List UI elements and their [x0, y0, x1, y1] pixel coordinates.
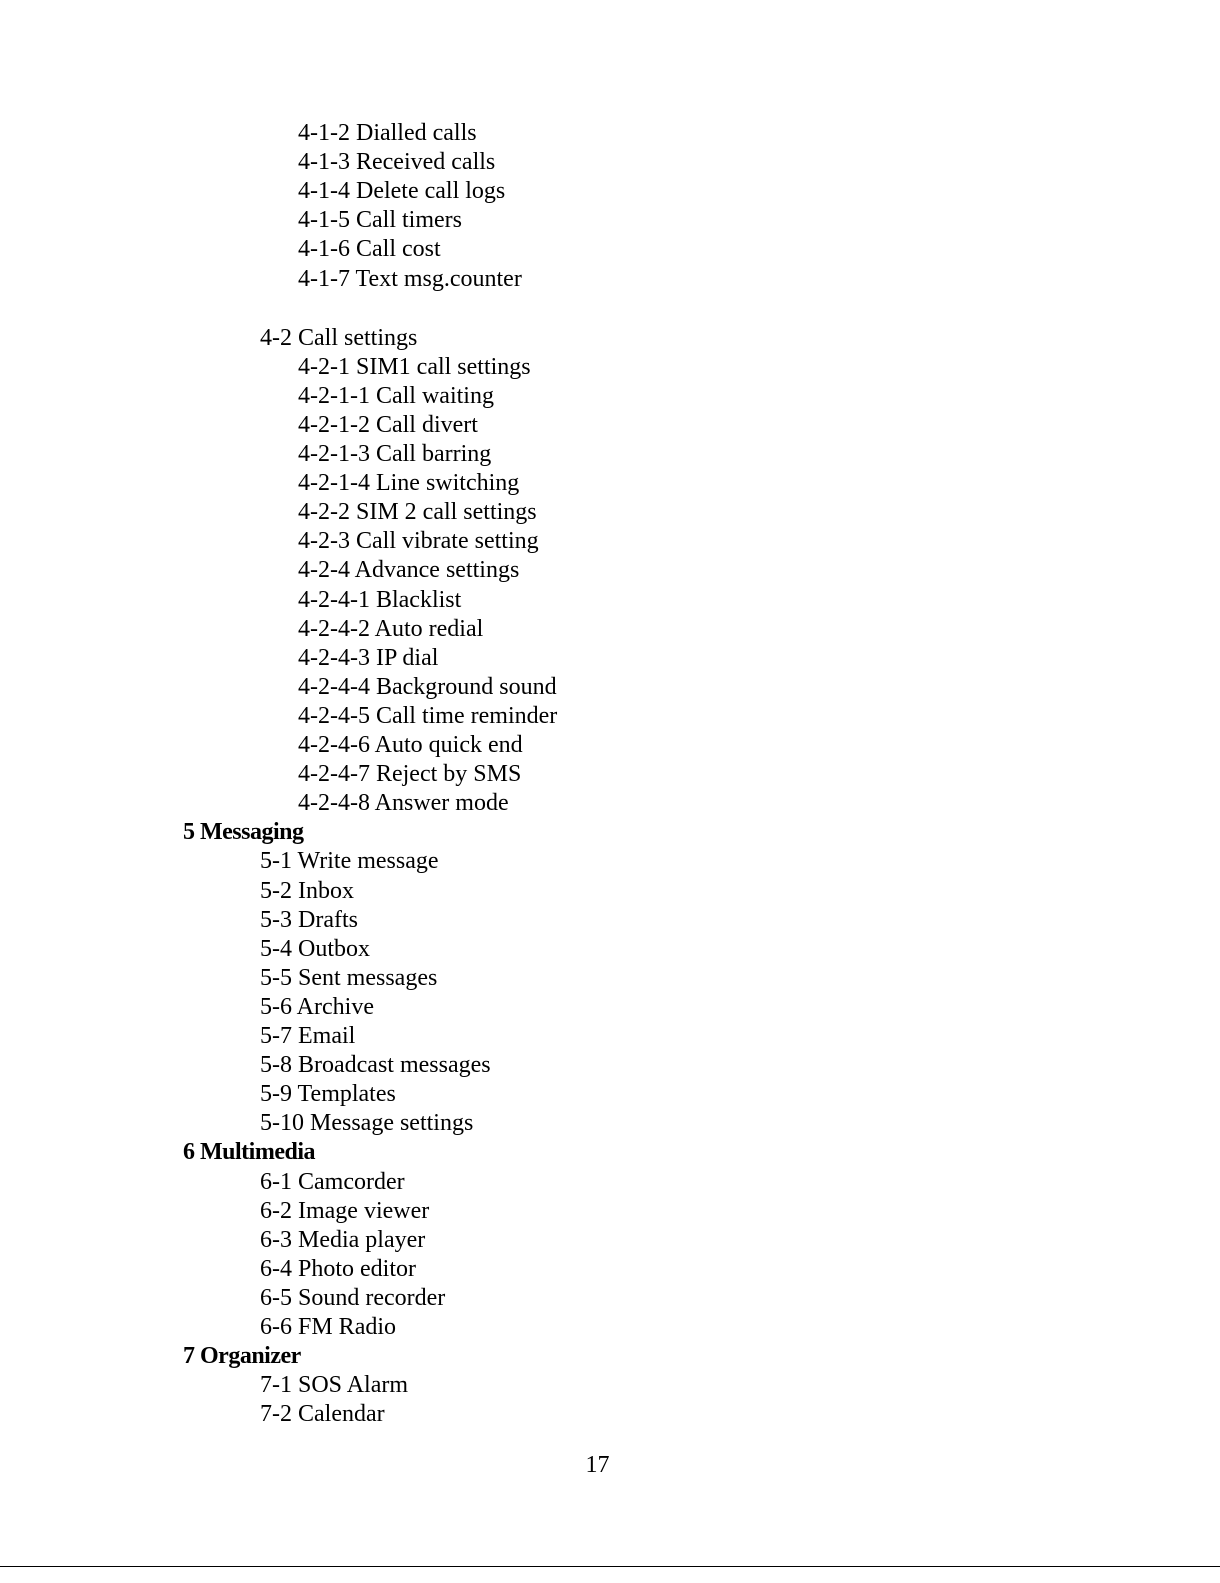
- menu-subitem: 4-2-4-3 IP dial: [298, 645, 439, 671]
- menu-subitem: 4-2-4-8 Answer mode: [298, 790, 509, 816]
- menu-item: 5-2 Inbox: [260, 878, 354, 904]
- menu-subitem: 4-2-4-4 Background sound: [298, 674, 557, 700]
- menu-subitem: 4-2-1-3 Call barring: [298, 441, 492, 467]
- menu-item: 5-3 Drafts: [260, 907, 358, 933]
- menu-subitem: 4-2-2 SIM 2 call settings: [298, 499, 537, 525]
- menu-item: 5-9 Templates: [260, 1081, 396, 1107]
- menu-subitem: 4-2-4 Advance settings: [298, 557, 520, 583]
- menu-subitem: 4-2-4-5 Call time reminder: [298, 703, 558, 729]
- menu-subitem: 4-1-2 Dialled calls: [298, 120, 477, 146]
- menu-item: 6-6 FM Radio: [260, 1314, 397, 1340]
- menu-item: 5-1 Write message: [260, 848, 439, 874]
- menu-subitem: 4-1-6 Call cost: [298, 236, 441, 262]
- menu-item: 5-7 Email: [260, 1023, 356, 1049]
- menu-item: 6-3 Media player: [260, 1227, 426, 1253]
- menu-item: 5-4 Outbox: [260, 936, 370, 962]
- menu-subitem: 4-1-4 Delete call logs: [298, 178, 506, 204]
- menu-section-heading: 7 Organizer: [183, 1343, 301, 1369]
- menu-item: 6-5 Sound recorder: [260, 1285, 446, 1311]
- menu-subitem: 4-1-7 Text msg.counter: [298, 266, 522, 292]
- menu-item: 4-2 Call settings: [260, 325, 418, 351]
- menu-subitem: 4-2-4-7 Reject by SMS: [298, 761, 522, 787]
- page-number: 17: [585, 1452, 610, 1478]
- menu-subitem: 4-2-1-4 Line switching: [298, 470, 520, 496]
- menu-section-heading: 5 Messaging: [183, 819, 304, 845]
- menu-subitem: 4-2-1-1 Call waiting: [298, 383, 494, 409]
- menu-item: 5-8 Broadcast messages: [260, 1052, 491, 1078]
- menu-item: 6-2 Image viewer: [260, 1198, 430, 1224]
- menu-subitem: 4-2-3 Call vibrate setting: [298, 528, 539, 554]
- menu-section-heading: 6 Multimedia: [183, 1139, 315, 1165]
- menu-subitem: 4-2-1-2 Call divert: [298, 412, 478, 438]
- menu-subitem: 4-2-1 SIM1 call settings: [298, 354, 531, 380]
- menu-subitem: 4-1-3 Received calls: [298, 149, 496, 175]
- menu-subitem: 4-2-4-1 Blacklist: [298, 587, 462, 613]
- menu-item: 6-1 Camcorder: [260, 1169, 405, 1195]
- menu-subitem: 4-2-4-6 Auto quick end: [298, 732, 523, 758]
- menu-item: 5-6 Archive: [260, 994, 374, 1020]
- menu-subitem: 4-2-4-2 Auto redial: [298, 616, 484, 642]
- menu-item: 5-10 Message settings: [260, 1110, 474, 1136]
- menu-item: 6-4 Photo editor: [260, 1256, 416, 1282]
- menu-item: 7-2 Calendar: [260, 1401, 385, 1427]
- menu-subitem: 4-1-5 Call timers: [298, 207, 462, 233]
- page-bottom-rule: [0, 1566, 1220, 1567]
- menu-item: 5-5 Sent messages: [260, 965, 438, 991]
- menu-item: 7-1 SOS Alarm: [260, 1372, 409, 1398]
